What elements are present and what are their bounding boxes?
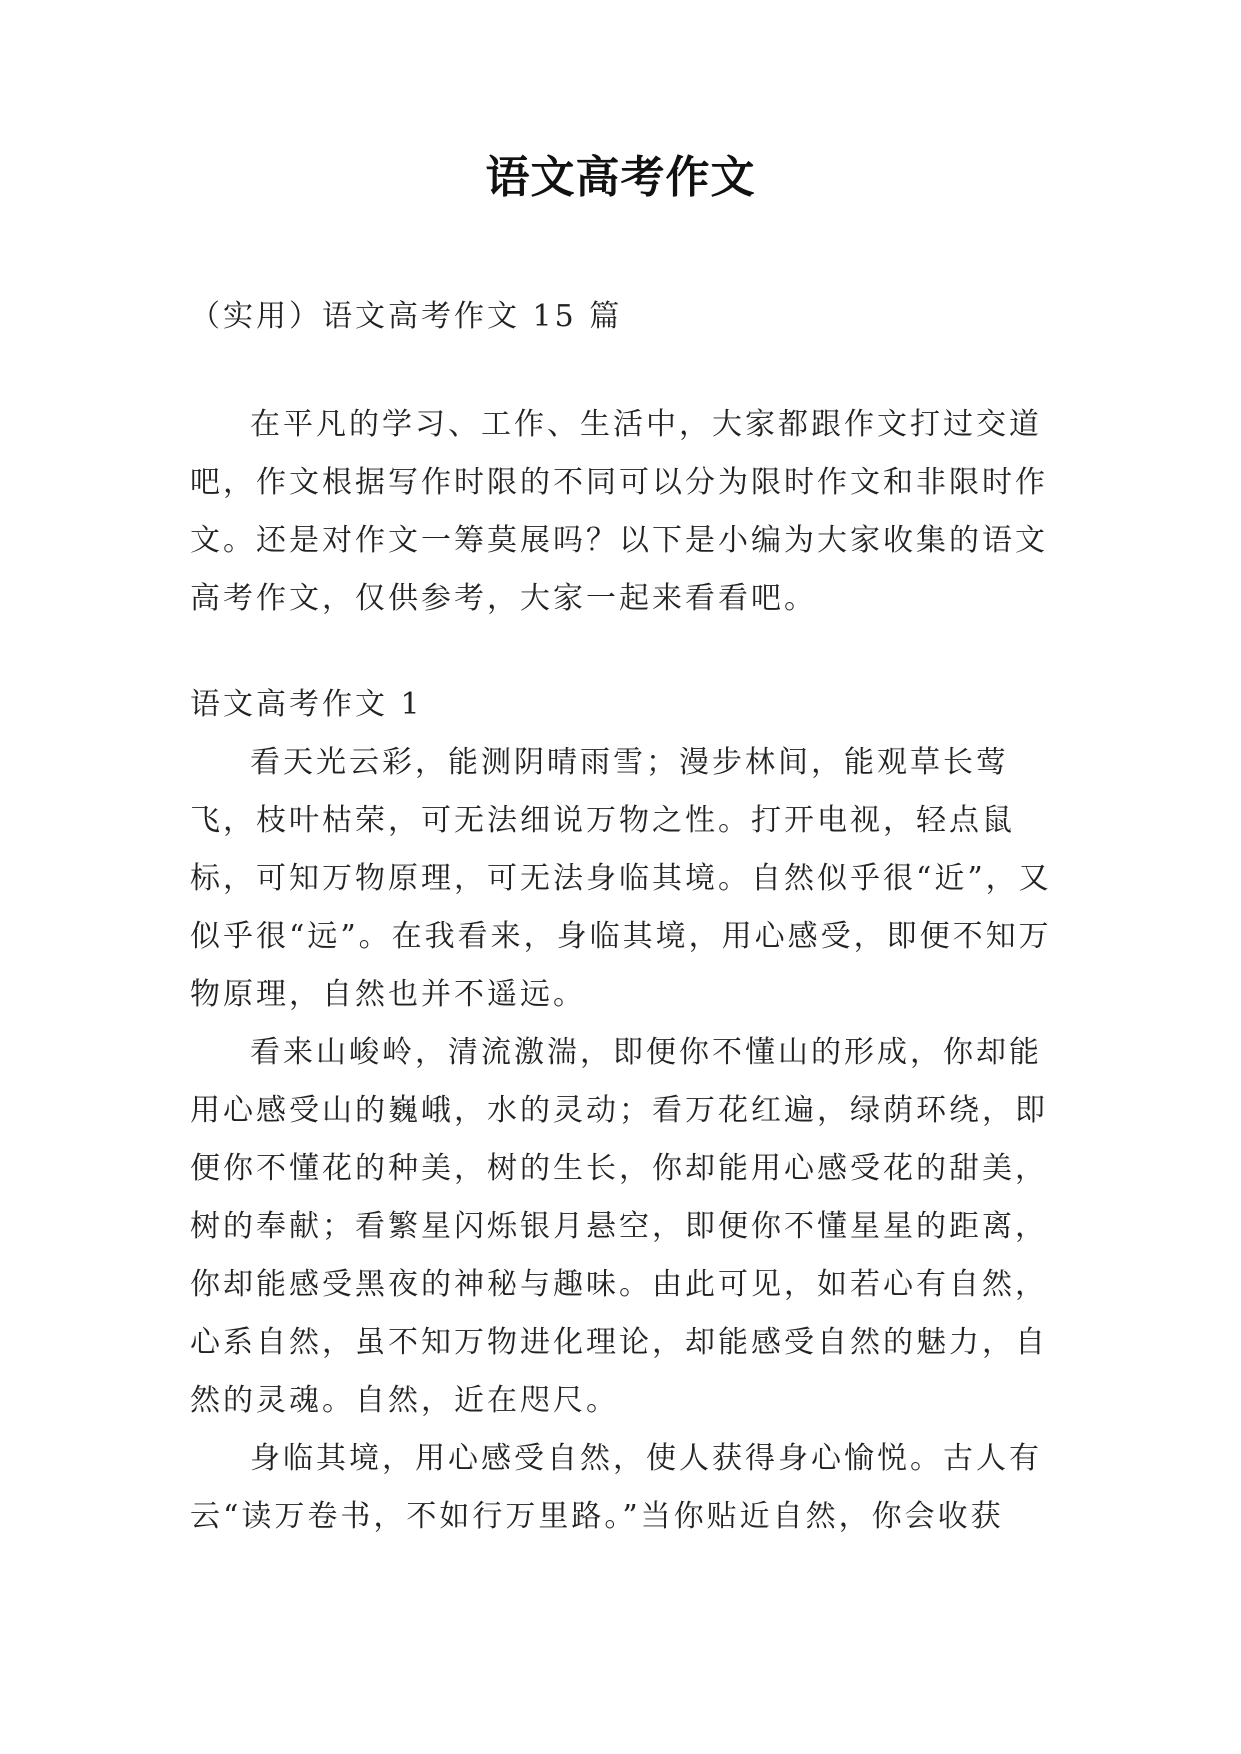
document-subtitle: （实用）语文高考作文 15 篇 [190,299,623,334]
intro-paragraph: 在平凡的学习、工作、生活中，大家都跟作文打过交道吧，作文根据写作时限的不同可以分为限时作文和非限时作文。还是对作文一筹莫展吗？以下是小编为大家收集的语文高考作文，仅供参考，大家一起来看看吧。 [190,407,1048,616]
section-heading: 语文高考作文 1 [190,687,423,722]
document-body [190,288,1070,1546]
body-paragraph: 看来山峻岭，清流激湍，即便你不懂山的形成，你却能用心感受山的巍峨，水的灵动；看万花红遍，绿荫环绕，即便你不懂花的种美，树的生长，你却能用心感受花的甜美，树的奉献；看繁星闪烁银月悬空，即便你不懂星星的距离，你却能感受黑夜的神秘与趣味。由此可见，如若心有自然，心系自然，虽不知万物进化理论，却能感受自然的魅力，自然的灵魂。自然，近在咫尺。 [190,1035,1048,1418]
document-title: 语文高考作文 [485,152,756,203]
body-paragraph: 身临其境，用心感受自然，使人获得身心愉悦。古人有云“读万卷书，不如行万里路。”当你贴近自然，你会收获 [190,1441,1042,1534]
body-paragraph: 看天光云彩，能测阴晴雨雪；漫步林间，能观草长莺飞，枝叶枯荣，可无法细说万物之性。打开电视，轻点鼠标，可知万物原理，可无法身临其境。自然似乎很“近”，又似乎很“远”。在我看来，身临其境，用心感受，即便不知万物原理，自然也并不遥远。 [190,745,1052,1012]
